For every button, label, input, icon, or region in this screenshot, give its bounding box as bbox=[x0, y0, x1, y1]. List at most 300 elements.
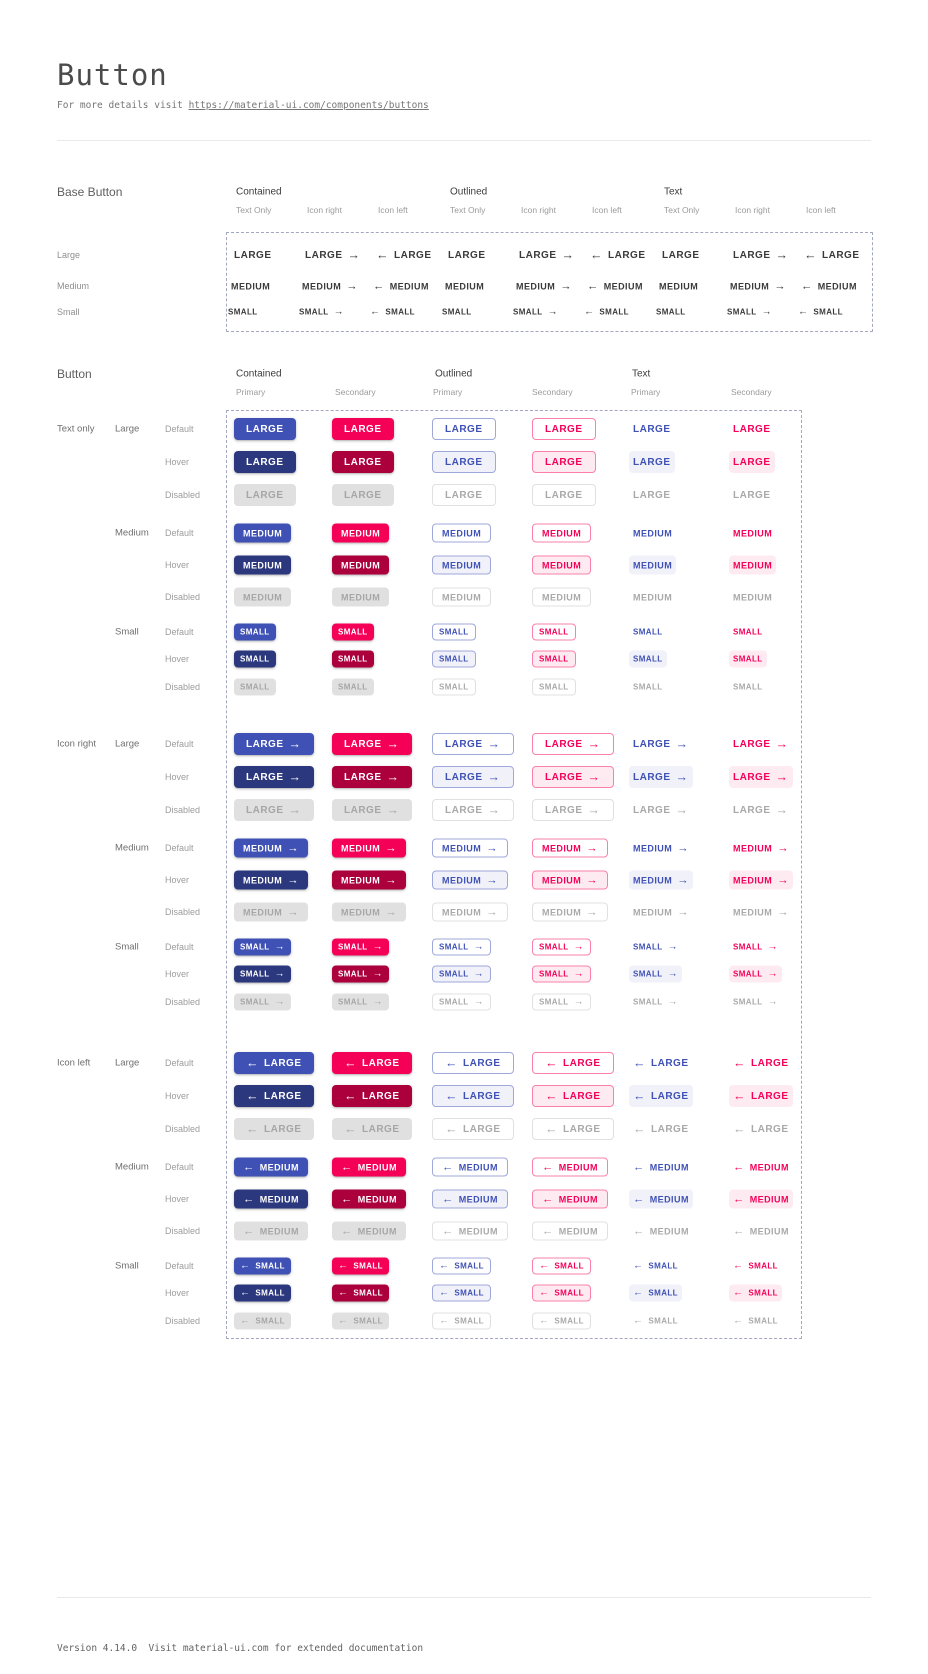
button-label: SMALL bbox=[539, 627, 569, 637]
button-text-only-contained-secondary-medium-default[interactable] bbox=[332, 524, 389, 543]
button-label: SMALL bbox=[633, 627, 663, 637]
button-label: LARGE bbox=[344, 804, 382, 816]
base-button-text-only-medium[interactable] bbox=[436, 277, 493, 296]
button-label: SMALL bbox=[727, 307, 757, 317]
size-label-text-only-large: Large bbox=[115, 423, 140, 435]
button-icon-right-outlined-secondary-small-disabled[interactable]: SMALL → bbox=[532, 994, 591, 1011]
button-icon-right-contained-primary-large-disabled[interactable]: LARGE → bbox=[234, 799, 314, 821]
button-icon-left-text-secondary-small-hover[interactable]: ← SMALL bbox=[729, 1285, 782, 1302]
button-label: SMALL bbox=[733, 997, 763, 1007]
state-label-icon-right-large-hover: Hover bbox=[165, 772, 190, 782]
button-text-only-outlined-secondary-large-disabled[interactable] bbox=[532, 484, 596, 506]
base-button-icon-right-large[interactable]: LARGE → bbox=[305, 248, 361, 262]
base-button-icon-left-large[interactable]: ← LARGE bbox=[804, 248, 860, 262]
button-text-only-contained-primary-small-default[interactable] bbox=[234, 624, 276, 641]
button-label: MEDIUM bbox=[389, 281, 429, 291]
subheader-outlined-icon-right: Icon right bbox=[521, 205, 556, 215]
button-label: SMALL bbox=[299, 307, 329, 317]
button-icon-left-contained-secondary-small-hover[interactable]: ← SMALL bbox=[332, 1285, 389, 1302]
button-icon-right-text-secondary-large-hover[interactable]: LARGE → bbox=[729, 766, 793, 788]
button-label: SMALL bbox=[656, 307, 686, 317]
button-icon-left-text-primary-small-disabled[interactable]: ← SMALL bbox=[633, 1315, 678, 1326]
base-button-icon-right-small[interactable]: SMALL → bbox=[727, 306, 772, 317]
button-icon-left-outlined-secondary-small-default[interactable]: ← SMALL bbox=[532, 1258, 591, 1275]
button-icon-left-text-secondary-medium-default[interactable]: ← MEDIUM bbox=[733, 1161, 789, 1173]
button-label: MEDIUM bbox=[633, 592, 673, 602]
button-text-only-outlined-primary-small-default[interactable] bbox=[432, 624, 476, 641]
button-text-only-text-primary-large-default[interactable] bbox=[629, 418, 675, 440]
state-label-text-only-small-disabled: Disabled bbox=[165, 682, 201, 692]
group-label-icon-left: Icon left bbox=[57, 1057, 91, 1069]
state-label-icon-right-large-default: Default bbox=[165, 739, 194, 749]
button-text-only-text-secondary-large-default[interactable] bbox=[729, 418, 775, 440]
button-label: LARGE bbox=[463, 1090, 501, 1102]
button-label: MEDIUM bbox=[341, 843, 381, 853]
button-label: LARGE bbox=[445, 738, 483, 750]
button-text-only-contained-secondary-small-default[interactable] bbox=[332, 624, 374, 641]
button-icon-right-outlined-primary-large-hover[interactable]: LARGE → bbox=[432, 766, 514, 788]
button-label: SMALL bbox=[240, 997, 270, 1007]
page-title: Button bbox=[57, 58, 168, 92]
button-label: MEDIUM bbox=[442, 875, 482, 885]
button-label: MEDIUM bbox=[516, 281, 556, 291]
button-icon-right-contained-secondary-medium-default[interactable]: MEDIUM → bbox=[332, 839, 406, 858]
button-icon-left-contained-primary-large-hover[interactable]: ← LARGE bbox=[234, 1085, 314, 1107]
button-icon-left-text-primary-small-default[interactable]: ← SMALL bbox=[633, 1260, 678, 1271]
button-icon-left-outlined-secondary-large-hover[interactable]: ← LARGE bbox=[532, 1085, 614, 1107]
button-label: LARGE bbox=[651, 1057, 689, 1069]
button-text-only-text-primary-medium-hover[interactable] bbox=[629, 556, 676, 575]
button-text-only-outlined-primary-large-disabled[interactable] bbox=[432, 484, 496, 506]
button-text-only-contained-primary-small-disabled[interactable] bbox=[234, 679, 276, 696]
button-icon-left-contained-secondary-large-hover[interactable]: ← LARGE bbox=[332, 1085, 412, 1107]
button-icon-right-outlined-secondary-large-disabled[interactable]: LARGE → bbox=[532, 799, 614, 821]
button-icon-left-text-primary-medium-hover[interactable]: ← MEDIUM bbox=[629, 1190, 693, 1209]
button-label: MEDIUM bbox=[649, 1162, 689, 1172]
button-text-only-outlined-primary-large-default[interactable] bbox=[432, 418, 496, 440]
button-text-only-text-primary-medium-default[interactable] bbox=[629, 524, 676, 543]
button-text-only-text-primary-medium-disabled[interactable] bbox=[629, 588, 676, 607]
button-icon-right-outlined-secondary-small-hover[interactable]: SMALL → bbox=[532, 966, 591, 983]
button-text-only-contained-primary-medium-hover[interactable] bbox=[234, 556, 291, 575]
button-icon-left-outlined-primary-small-default[interactable]: ← SMALL bbox=[432, 1258, 491, 1275]
button-label: LARGE bbox=[733, 489, 771, 501]
button-icon-left-contained-primary-medium-disabled[interactable]: ← MEDIUM bbox=[234, 1222, 308, 1241]
button-icon-left-contained-secondary-medium-disabled[interactable]: ← MEDIUM bbox=[332, 1222, 406, 1241]
base-button-icon-left-small[interactable]: ← SMALL bbox=[584, 306, 629, 317]
button-icon-right-contained-primary-small-disabled[interactable]: SMALL → bbox=[234, 994, 291, 1011]
button-icon-right-text-secondary-medium-default[interactable]: MEDIUM → bbox=[733, 842, 789, 854]
button-icon-left-contained-primary-small-hover[interactable]: ← SMALL bbox=[234, 1285, 291, 1302]
button-label: SMALL bbox=[554, 1288, 584, 1298]
button-text-only-outlined-primary-medium-default[interactable] bbox=[432, 524, 491, 543]
button-label: MEDIUM bbox=[733, 907, 773, 917]
button-text-only-outlined-secondary-small-disabled[interactable] bbox=[532, 679, 576, 696]
button-icon-right-text-primary-medium-disabled[interactable]: MEDIUM → bbox=[633, 906, 689, 918]
button-label: LARGE bbox=[445, 489, 483, 501]
button-icon-right-contained-secondary-large-hover[interactable]: LARGE → bbox=[332, 766, 412, 788]
button-icon-right-outlined-secondary-medium-default[interactable]: MEDIUM → bbox=[532, 839, 608, 858]
button-label: LARGE bbox=[751, 1090, 789, 1102]
button-icon-right-outlined-primary-large-default[interactable]: LARGE → bbox=[432, 733, 514, 755]
button-icon-left-contained-primary-small-default[interactable]: ← SMALL bbox=[234, 1258, 291, 1275]
state-label-icon-left-small-hover: Hover bbox=[165, 1288, 190, 1298]
button-icon-left-text-secondary-large-default[interactable]: ← LARGE bbox=[733, 1056, 789, 1070]
button-icon-right-text-secondary-large-disabled[interactable]: LARGE → bbox=[733, 803, 789, 817]
button-text-only-outlined-secondary-medium-default[interactable] bbox=[532, 524, 591, 543]
button-text-only-outlined-primary-small-hover[interactable] bbox=[432, 651, 476, 668]
button-text-only-contained-primary-large-default[interactable] bbox=[234, 418, 296, 440]
button-label: LARGE bbox=[633, 804, 671, 816]
button-icon-right-text-primary-large-hover[interactable]: LARGE → bbox=[629, 766, 693, 788]
subheader-contained-secondary: Secondary bbox=[335, 387, 376, 397]
button-label: MEDIUM bbox=[542, 875, 582, 885]
button-text-only-contained-primary-medium-disabled[interactable] bbox=[234, 588, 291, 607]
button-text-only-outlined-primary-medium-hover[interactable] bbox=[432, 556, 491, 575]
button-icon-left-outlined-primary-medium-default[interactable]: ← MEDIUM bbox=[432, 1158, 508, 1177]
button-text-only-outlined-secondary-medium-hover[interactable] bbox=[532, 556, 591, 575]
button-icon-left-outlined-primary-small-disabled[interactable]: ← SMALL bbox=[432, 1313, 491, 1330]
button-icon-right-text-primary-small-default[interactable]: SMALL → bbox=[633, 941, 678, 952]
button-label: MEDIUM bbox=[633, 560, 673, 570]
button-text-only-contained-secondary-medium-hover[interactable] bbox=[332, 556, 389, 575]
button-label: MEDIUM bbox=[733, 560, 773, 570]
button-icon-left-text-primary-small-hover[interactable]: ← SMALL bbox=[629, 1285, 682, 1302]
state-label-text-only-medium-disabled: Disabled bbox=[165, 592, 201, 602]
button-label: SMALL bbox=[240, 627, 270, 637]
base-button-icon-left-small[interactable]: ← SMALL bbox=[798, 306, 843, 317]
button-text-only-contained-secondary-small-disabled[interactable] bbox=[332, 679, 374, 696]
state-label-text-only-large-disabled: Disabled bbox=[165, 490, 201, 500]
button-text-only-text-secondary-large-disabled[interactable] bbox=[729, 484, 775, 506]
button-icon-left-outlined-secondary-medium-hover[interactable]: ← MEDIUM bbox=[532, 1190, 608, 1209]
button-text-only-outlined-secondary-large-default[interactable] bbox=[532, 418, 596, 440]
button-icon-right-contained-primary-medium-disabled[interactable]: MEDIUM → bbox=[234, 903, 308, 922]
button-text-only-text-secondary-medium-default[interactable] bbox=[729, 524, 776, 543]
button-icon-right-contained-primary-small-default[interactable]: SMALL → bbox=[234, 939, 291, 956]
button-icon-right-contained-primary-medium-default[interactable]: MEDIUM → bbox=[234, 839, 308, 858]
base-button-icon-left-medium[interactable]: ← MEDIUM bbox=[801, 280, 857, 292]
button-icon-right-contained-primary-large-default[interactable]: LARGE → bbox=[234, 733, 314, 755]
button-text-only-contained-primary-small-hover[interactable] bbox=[234, 651, 276, 668]
button-label: MEDIUM bbox=[442, 843, 482, 853]
button-label: MEDIUM bbox=[633, 843, 673, 853]
button-icon-left-outlined-primary-large-default[interactable]: ← LARGE bbox=[432, 1052, 514, 1074]
button-icon-left-text-primary-medium-disabled[interactable]: ← MEDIUM bbox=[633, 1225, 689, 1237]
button-icon-right-text-secondary-small-default[interactable]: SMALL → bbox=[733, 941, 778, 952]
button-text-only-text-primary-large-disabled[interactable] bbox=[629, 484, 675, 506]
base-button-icon-left-medium[interactable]: ← MEDIUM bbox=[587, 280, 643, 292]
button-icon-right-outlined-primary-medium-disabled[interactable]: MEDIUM → bbox=[432, 903, 508, 922]
button-icon-right-outlined-secondary-medium-hover[interactable]: MEDIUM → bbox=[532, 871, 608, 890]
button-icon-left-outlined-secondary-medium-default[interactable]: ← MEDIUM bbox=[532, 1158, 608, 1177]
button-icon-left-text-primary-medium-default[interactable]: ← MEDIUM bbox=[633, 1161, 689, 1173]
state-label-icon-left-large-default: Default bbox=[165, 1058, 194, 1068]
top-divider bbox=[57, 140, 871, 141]
button-icon-right-text-primary-medium-hover[interactable]: MEDIUM → bbox=[629, 871, 693, 890]
button-icon-left-contained-primary-large-disabled[interactable]: ← LARGE bbox=[234, 1118, 314, 1140]
button-icon-right-contained-secondary-small-hover[interactable]: SMALL → bbox=[332, 966, 389, 983]
button-text-only-contained-secondary-large-disabled[interactable] bbox=[332, 484, 394, 506]
button-label: SMALL bbox=[513, 307, 543, 317]
button-icon-left-outlined-primary-large-disabled[interactable]: ← LARGE bbox=[432, 1118, 514, 1140]
button-icon-right-contained-primary-medium-hover[interactable]: MEDIUM → bbox=[234, 871, 308, 890]
button-label: MEDIUM bbox=[231, 281, 271, 291]
button-icon-right-contained-secondary-small-default[interactable]: SMALL → bbox=[332, 939, 389, 956]
button-label: SMALL bbox=[648, 1261, 678, 1271]
button-icon-left-outlined-primary-small-hover[interactable]: ← SMALL bbox=[432, 1285, 491, 1302]
button-icon-right-text-secondary-medium-hover[interactable]: MEDIUM → bbox=[729, 871, 793, 890]
button-label: SMALL bbox=[454, 1261, 484, 1271]
base-button-text-only-small[interactable] bbox=[222, 304, 264, 321]
button-label: LARGE bbox=[362, 1123, 400, 1135]
button-label: MEDIUM bbox=[749, 1162, 789, 1172]
subheader-outlined-primary: Primary bbox=[433, 387, 463, 397]
button-icon-left-outlined-primary-large-hover[interactable]: ← LARGE bbox=[432, 1085, 514, 1107]
button-icon-right-text-primary-small-disabled[interactable]: SMALL → bbox=[633, 996, 678, 1007]
base-button-icon-left-large[interactable]: ← LARGE bbox=[590, 248, 646, 262]
button-icon-right-text-secondary-small-disabled[interactable]: SMALL → bbox=[733, 996, 778, 1007]
button-icon-right-contained-primary-large-hover[interactable]: LARGE → bbox=[234, 766, 314, 788]
button-icon-left-contained-secondary-large-default[interactable]: ← LARGE bbox=[332, 1052, 412, 1074]
button-label: LARGE bbox=[633, 738, 671, 750]
button-icon-right-text-primary-medium-default[interactable]: MEDIUM → bbox=[633, 842, 689, 854]
button-section-heading: Button bbox=[57, 367, 92, 381]
button-text-only-text-primary-small-disabled[interactable] bbox=[629, 679, 667, 696]
button-icon-right-outlined-primary-small-default[interactable]: SMALL → bbox=[432, 939, 491, 956]
base-button-icon-right-medium[interactable]: MEDIUM → bbox=[516, 280, 572, 292]
button-text-only-outlined-primary-large-hover[interactable] bbox=[432, 451, 496, 473]
base-button-text-only-small[interactable] bbox=[650, 304, 692, 321]
button-label: SMALL bbox=[240, 942, 270, 952]
base-button-icon-right-medium[interactable]: MEDIUM → bbox=[302, 280, 358, 292]
base-button-icon-left-medium[interactable]: ← MEDIUM bbox=[373, 280, 429, 292]
button-label: LARGE bbox=[344, 456, 382, 468]
button-icon-left-outlined-primary-medium-disabled[interactable]: ← MEDIUM bbox=[432, 1222, 508, 1241]
button-icon-right-text-primary-small-hover[interactable]: SMALL → bbox=[629, 966, 682, 983]
button-label: LARGE bbox=[246, 738, 284, 750]
button-label: MEDIUM bbox=[542, 843, 582, 853]
group-label-text-only: Text only bbox=[57, 423, 95, 435]
button-icon-left-text-secondary-medium-disabled[interactable]: ← MEDIUM bbox=[733, 1225, 789, 1237]
base-button-text-only-medium[interactable] bbox=[650, 277, 707, 296]
docs-link[interactable]: https://material-ui.com/components/buttons bbox=[188, 100, 429, 111]
button-icon-right-contained-secondary-large-disabled[interactable]: LARGE → bbox=[332, 799, 412, 821]
button-label: SMALL bbox=[539, 942, 569, 952]
button-icon-right-outlined-primary-medium-default[interactable]: MEDIUM → bbox=[432, 839, 508, 858]
button-icon-left-text-secondary-large-hover[interactable]: ← LARGE bbox=[729, 1085, 793, 1107]
button-label: SMALL bbox=[439, 942, 469, 952]
button-icon-left-text-secondary-small-disabled[interactable]: ← SMALL bbox=[733, 1315, 778, 1326]
button-label: MEDIUM bbox=[749, 1226, 789, 1236]
base-row-label-medium: Medium bbox=[57, 281, 90, 291]
button-label: LARGE bbox=[545, 771, 583, 783]
button-label: MEDIUM bbox=[733, 592, 773, 602]
button-text-only-contained-primary-medium-default[interactable] bbox=[234, 524, 291, 543]
button-icon-right-outlined-primary-small-disabled[interactable]: SMALL → bbox=[432, 994, 491, 1011]
button-icon-left-contained-secondary-large-disabled[interactable]: ← LARGE bbox=[332, 1118, 412, 1140]
button-label: SMALL bbox=[439, 682, 469, 692]
base-button-text-only-large[interactable] bbox=[650, 244, 712, 266]
button-icon-left-contained-primary-small-disabled[interactable]: ← SMALL bbox=[234, 1313, 291, 1330]
button-text-only-outlined-primary-small-disabled[interactable] bbox=[432, 679, 476, 696]
base-button-text-only-large[interactable] bbox=[222, 244, 284, 266]
base-button-text-only-large[interactable] bbox=[436, 244, 498, 266]
button-icon-left-outlined-secondary-large-disabled[interactable]: ← LARGE bbox=[532, 1118, 614, 1140]
button-label: MEDIUM bbox=[733, 875, 773, 885]
button-text-only-outlined-secondary-medium-disabled[interactable] bbox=[532, 588, 591, 607]
button-label: SMALL bbox=[353, 1288, 383, 1298]
button-icon-right-outlined-primary-medium-hover[interactable]: MEDIUM → bbox=[432, 871, 508, 890]
button-label: MEDIUM bbox=[341, 560, 381, 570]
button-label: MEDIUM bbox=[341, 592, 381, 602]
button-label: MEDIUM bbox=[558, 1162, 598, 1172]
button-text-only-contained-primary-large-hover[interactable] bbox=[234, 451, 296, 473]
button-text-only-text-secondary-small-disabled[interactable] bbox=[729, 679, 767, 696]
base-button-icon-left-small[interactable]: ← SMALL bbox=[370, 306, 415, 317]
button-label: LARGE bbox=[545, 738, 583, 750]
button-icon-left-contained-secondary-small-disabled[interactable]: ← SMALL bbox=[332, 1313, 389, 1330]
button-label: SMALL bbox=[733, 942, 763, 952]
button-text-only-text-secondary-medium-hover[interactable] bbox=[729, 556, 776, 575]
button-icon-left-text-primary-large-disabled[interactable]: ← LARGE bbox=[633, 1122, 689, 1136]
button-text-only-text-secondary-medium-disabled[interactable] bbox=[729, 588, 776, 607]
button-icon-left-outlined-secondary-medium-disabled[interactable]: ← MEDIUM bbox=[532, 1222, 608, 1241]
button-text-only-text-primary-small-default[interactable] bbox=[629, 624, 667, 641]
state-label-icon-left-small-default: Default bbox=[165, 1261, 194, 1271]
button-icon-right-text-primary-large-default[interactable]: LARGE → bbox=[633, 737, 689, 751]
button-text-only-text-secondary-large-hover[interactable] bbox=[729, 451, 775, 473]
button-label: LARGE bbox=[633, 456, 671, 468]
button-label: MEDIUM bbox=[442, 907, 482, 917]
base-button-icon-left-large[interactable]: ← LARGE bbox=[376, 248, 432, 262]
button-label: SMALL bbox=[454, 1288, 484, 1298]
button-text-only-contained-secondary-large-default[interactable] bbox=[332, 418, 394, 440]
group-label-icon-right: Icon right bbox=[57, 738, 97, 750]
button-icon-right-contained-primary-small-hover[interactable]: SMALL → bbox=[234, 966, 291, 983]
button-label: SMALL bbox=[255, 1288, 285, 1298]
button-label: SMALL bbox=[353, 1261, 383, 1271]
button-icon-right-contained-secondary-medium-hover[interactable]: MEDIUM → bbox=[332, 871, 406, 890]
button-icon-left-text-primary-large-hover[interactable]: ← LARGE bbox=[629, 1085, 693, 1107]
button-label: LARGE bbox=[545, 423, 583, 435]
button-label: LARGE bbox=[344, 738, 382, 750]
base-button-icon-right-small[interactable]: SMALL → bbox=[299, 306, 344, 317]
button-icon-left-contained-secondary-small-default[interactable]: ← SMALL bbox=[332, 1258, 389, 1275]
base-button-text-only-medium[interactable] bbox=[222, 277, 279, 296]
button-text-only-text-secondary-small-hover[interactable] bbox=[729, 651, 767, 668]
button-label: LARGE bbox=[246, 489, 284, 501]
button-label: LARGE bbox=[344, 489, 382, 501]
button-icon-right-contained-secondary-small-disabled[interactable]: SMALL → bbox=[332, 994, 389, 1011]
button-text-only-contained-secondary-medium-disabled[interactable] bbox=[332, 588, 389, 607]
button-icon-right-outlined-secondary-medium-disabled[interactable]: MEDIUM → bbox=[532, 903, 608, 922]
button-text-only-contained-secondary-large-hover[interactable] bbox=[332, 451, 394, 473]
button-label: SMALL bbox=[240, 969, 270, 979]
button-label: SMALL bbox=[338, 627, 368, 637]
subheader-outlined-secondary: Secondary bbox=[532, 387, 573, 397]
subheader-contained-primary: Primary bbox=[236, 387, 266, 397]
button-text-only-text-primary-small-hover[interactable] bbox=[629, 651, 667, 668]
button-icon-right-outlined-secondary-large-default[interactable]: LARGE → bbox=[532, 733, 614, 755]
button-icon-left-text-secondary-large-disabled[interactable]: ← LARGE bbox=[733, 1122, 789, 1136]
base-button-icon-right-small[interactable]: SMALL → bbox=[513, 306, 558, 317]
button-icon-left-outlined-secondary-large-default[interactable]: ← LARGE bbox=[532, 1052, 614, 1074]
button-icon-right-text-primary-large-disabled[interactable]: LARGE → bbox=[633, 803, 689, 817]
footer-text: Version 4.14.0 Visit material-ui.com for extended documentation bbox=[57, 1643, 424, 1654]
button-icon-right-outlined-primary-large-disabled[interactable]: LARGE → bbox=[432, 799, 514, 821]
button-label: MEDIUM bbox=[633, 907, 673, 917]
state-label-text-only-medium-hover: Hover bbox=[165, 560, 190, 570]
button-icon-right-text-secondary-large-default[interactable]: LARGE → bbox=[733, 737, 789, 751]
button-icon-right-text-secondary-small-hover[interactable]: SMALL → bbox=[729, 966, 782, 983]
button-text-only-outlined-primary-medium-disabled[interactable] bbox=[432, 588, 491, 607]
button-label: MEDIUM bbox=[243, 875, 283, 885]
button-text-only-contained-primary-large-disabled[interactable] bbox=[234, 484, 296, 506]
button-label: LARGE bbox=[751, 1057, 789, 1069]
button-text-only-text-secondary-small-default[interactable] bbox=[729, 624, 767, 641]
button-label: MEDIUM bbox=[243, 560, 283, 570]
button-icon-left-contained-primary-large-default[interactable]: ← LARGE bbox=[234, 1052, 314, 1074]
base-button-icon-right-large[interactable]: LARGE → bbox=[733, 248, 789, 262]
button-icon-right-outlined-primary-small-hover[interactable]: SMALL → bbox=[432, 966, 491, 983]
button-icon-right-contained-secondary-medium-disabled[interactable]: MEDIUM → bbox=[332, 903, 406, 922]
button-label: MEDIUM bbox=[458, 1194, 498, 1204]
button-label: LARGE bbox=[751, 1123, 789, 1135]
button-label: MEDIUM bbox=[341, 875, 381, 885]
button-icon-left-text-secondary-small-default[interactable]: ← SMALL bbox=[733, 1260, 778, 1271]
button-icon-right-outlined-secondary-small-default[interactable]: SMALL → bbox=[532, 939, 591, 956]
button-label: LARGE bbox=[305, 249, 343, 261]
button-text-only-outlined-secondary-small-hover[interactable] bbox=[532, 651, 576, 668]
button-icon-right-text-secondary-medium-disabled[interactable]: MEDIUM → bbox=[733, 906, 789, 918]
button-icon-left-outlined-secondary-small-hover[interactable]: ← SMALL bbox=[532, 1285, 591, 1302]
base-button-icon-right-large[interactable]: LARGE → bbox=[519, 248, 575, 262]
button-label: LARGE bbox=[563, 1057, 601, 1069]
button-icon-left-outlined-secondary-small-disabled[interactable]: ← SMALL bbox=[532, 1313, 591, 1330]
button-label: MEDIUM bbox=[243, 907, 283, 917]
button-label: SMALL bbox=[255, 1261, 285, 1271]
button-icon-left-contained-primary-medium-hover[interactable]: ← MEDIUM bbox=[234, 1190, 308, 1209]
button-label: SMALL bbox=[439, 627, 469, 637]
button-icon-left-contained-primary-medium-default[interactable]: ← MEDIUM bbox=[234, 1158, 308, 1177]
button-icon-right-contained-secondary-large-default[interactable]: LARGE → bbox=[332, 733, 412, 755]
state-label-icon-right-small-hover: Hover bbox=[165, 969, 190, 979]
subheader-text-secondary: Secondary bbox=[731, 387, 772, 397]
button-label: LARGE bbox=[608, 249, 646, 261]
button-icon-left-text-secondary-medium-hover[interactable]: ← MEDIUM bbox=[729, 1190, 793, 1209]
button-icon-left-text-primary-large-default[interactable]: ← LARGE bbox=[633, 1056, 689, 1070]
button-states-panel bbox=[226, 410, 802, 1339]
button-text-only-contained-secondary-small-hover[interactable] bbox=[332, 651, 374, 668]
button-icon-right-outlined-secondary-large-hover[interactable]: LARGE → bbox=[532, 766, 614, 788]
button-label: MEDIUM bbox=[542, 560, 582, 570]
button-text-only-outlined-secondary-small-default[interactable] bbox=[532, 624, 576, 641]
state-label-icon-right-small-disabled: Disabled bbox=[165, 997, 201, 1007]
button-text-only-outlined-secondary-large-hover[interactable] bbox=[532, 451, 596, 473]
button-label: SMALL bbox=[748, 1288, 778, 1298]
button-icon-left-contained-secondary-medium-hover[interactable]: ← MEDIUM bbox=[332, 1190, 406, 1209]
button-icon-left-contained-secondary-medium-default[interactable]: ← MEDIUM bbox=[332, 1158, 406, 1177]
button-icon-left-outlined-primary-medium-hover[interactable]: ← MEDIUM bbox=[432, 1190, 508, 1209]
button-label: LARGE bbox=[463, 1123, 501, 1135]
button-text-only-text-primary-large-hover[interactable] bbox=[629, 451, 675, 473]
button-label: LARGE bbox=[545, 456, 583, 468]
button-label: MEDIUM bbox=[341, 528, 381, 538]
base-button-text-only-small[interactable] bbox=[436, 304, 478, 321]
base-button-icon-right-medium[interactable]: MEDIUM → bbox=[730, 280, 786, 292]
button-label: LARGE bbox=[445, 423, 483, 435]
